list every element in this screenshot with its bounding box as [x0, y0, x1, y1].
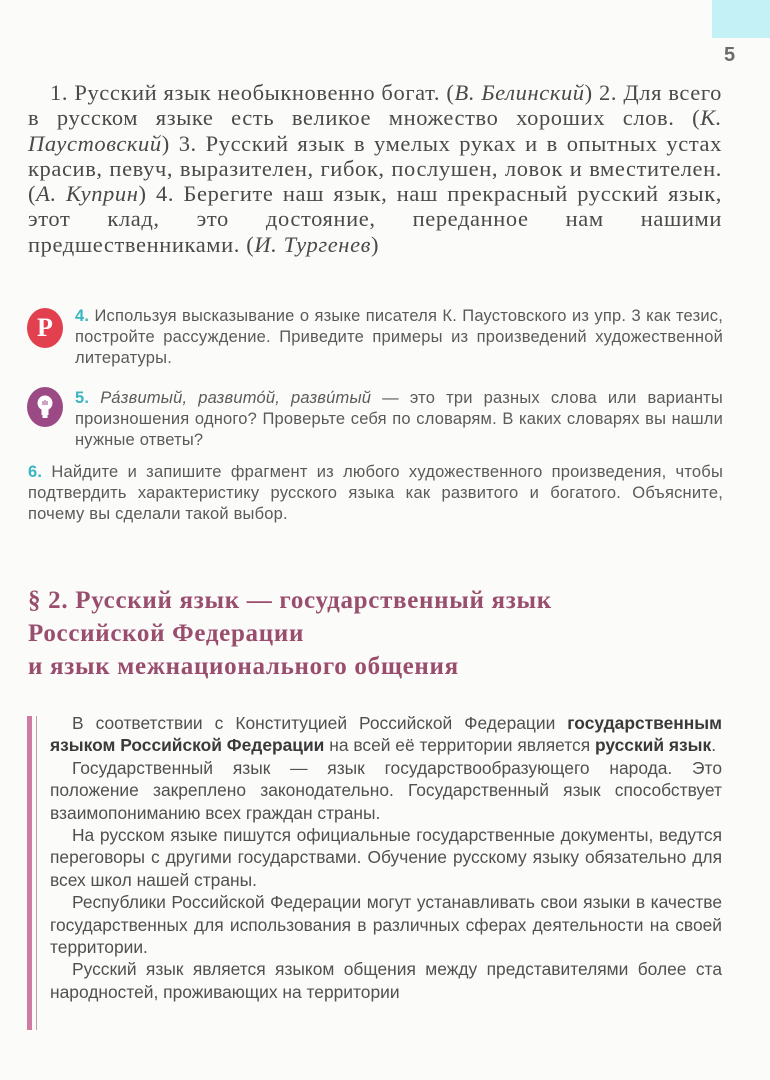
paragraph: В соответствии с Конституцией Российской Федерации государственным языком Российской Федерации на всей её территории является русский язык. — [50, 713, 722, 756]
task-text: — это три разных слова или варианты произношения одного? Проверьте себя по словарям. В каких словарях вы нашли нужные ответы? — [75, 389, 723, 449]
exercise-quotes — [28, 80, 722, 257]
quote-1: 1. Русский язык необыкновенно богат. ( — [50, 80, 455, 105]
term-bold: русский язык — [594, 735, 712, 756]
section-title-line: Российской Федерации — [28, 620, 305, 647]
quote-close: ) — [371, 231, 380, 257]
section-title-line: § 2. Русский язык — государственный язык — [28, 587, 552, 614]
paragraph: Русский язык является языком общения между представителями более ста народностей, проживающих на территории — [50, 959, 722, 1002]
chapter-corner-tab — [712, 0, 770, 38]
quote-2: ) 2. Для всего в русском языке есть великое множество хороших слов. ( — [28, 80, 722, 131]
section-title — [28, 584, 728, 683]
task-4 — [75, 306, 723, 369]
paragraph: Государственный язык — язык государствообразующего народа. Это положение закреплено законодательно. Государственный язык способствует взаимопониманию всех граждан страны. — [50, 757, 722, 823]
quote-author: А. Куприн — [36, 181, 139, 207]
page-number: 5 — [724, 44, 736, 66]
rhetoric-r-icon: P — [27, 308, 63, 348]
quote-3: ) 3. Русский язык в умелых руках и в опытных устах красив, певуч, выразителен, гибок, послушен, ловок и вместителен. ( — [28, 130, 722, 207]
theory-text — [50, 712, 722, 1003]
task-text: Найдите и запишите фрагмент из любого художественного произведения, чтобы подтвердить характеристику русского языка как развитого и богатого. Объясните, почему вы сделали такой выбор. — [28, 463, 723, 523]
task-words: Ра́звитый, развито́й, разви́тый — [100, 389, 372, 407]
theory-margin-line — [36, 716, 37, 1030]
task-6 — [28, 462, 723, 525]
task-number: 4. — [75, 307, 90, 325]
theory-margin-bar — [27, 716, 32, 1030]
term-bold: государственным языком Российской Федерации — [50, 713, 722, 756]
paragraph: Республики Российской Федерации могут устанавливать свои языки в качестве государственных для использования в различных сферах деятельности на своей территории. — [50, 892, 722, 958]
task-number: 5. — [75, 389, 90, 407]
quote-4: ) 4. Берегите наш язык, наш прекрасный русский язык, этот клад, это достояние, переданное нам нашими предшественниками. ( — [28, 181, 722, 257]
paragraph: На русском языке пишутся официальные государственные документы, ведутся переговоры с другими государствами. Обучение русскому языку обязательно для всех школ нашей страны. — [50, 825, 722, 890]
lightbulb-icon — [27, 387, 63, 427]
quote-author: К. Паустовский — [28, 105, 722, 156]
task-text: Используя высказывание о языке писателя К. Паустовского из упр. 3 как тезис, постройте рассуждение. Приведите примеры из произведений художественной литературы. — [75, 307, 723, 367]
quote-author: В. Белинский — [454, 80, 585, 105]
section-title-line: и язык межнационального общения — [28, 653, 459, 680]
quote-author: И. Тургенев — [254, 231, 372, 257]
task-number: 6. — [28, 463, 43, 481]
task-5 — [75, 388, 723, 451]
